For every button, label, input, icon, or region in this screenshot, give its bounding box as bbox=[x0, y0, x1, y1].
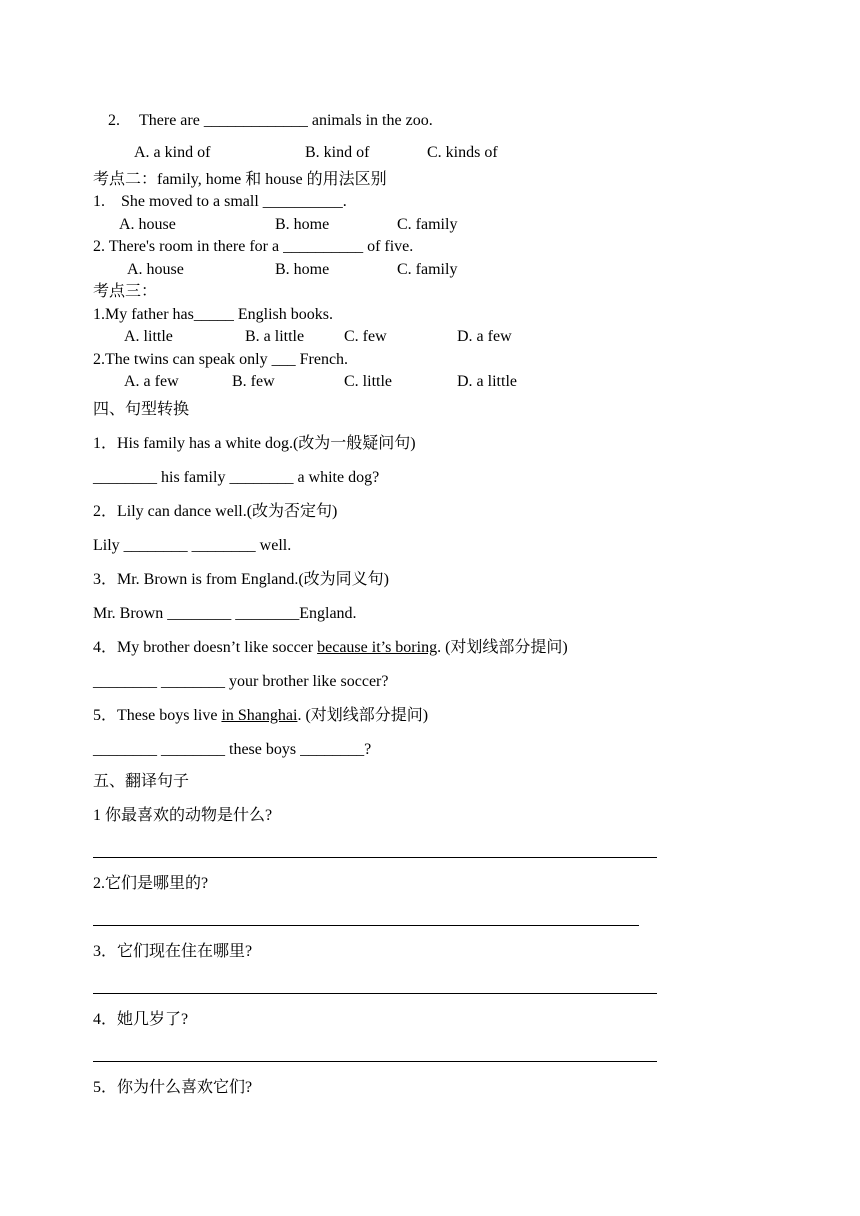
translation-prompt: 2.它们是哪里的? bbox=[93, 875, 209, 892]
question-text bbox=[93, 638, 568, 658]
underlined-phrase: in Shanghai bbox=[221, 707, 298, 724]
question-text: 1. She moved to a small __________. bbox=[93, 193, 347, 210]
question-number: 2. bbox=[108, 112, 120, 129]
option-c: C. family bbox=[397, 216, 458, 233]
option-b: B. home bbox=[275, 261, 330, 278]
translation-prompt: 3．它们现在住在哪里? bbox=[93, 943, 253, 960]
option-b: B. a little bbox=[245, 328, 305, 345]
section-heading: 五、翻译句子 bbox=[93, 773, 190, 790]
translation-prompt: 1 你最喜欢的动物是什么? bbox=[93, 807, 273, 824]
answer-rule bbox=[93, 1061, 657, 1062]
translation-prompt: 4．她几岁了? bbox=[93, 1011, 189, 1028]
question-text: There are _____________ animals in the zoo. bbox=[139, 112, 433, 129]
option-a: A. a kind of bbox=[134, 144, 211, 161]
answer-rule bbox=[93, 857, 657, 858]
section-heading: 考点三： bbox=[93, 283, 158, 300]
underlined-phrase: because it’s boring bbox=[317, 639, 438, 656]
question-text-post: . (对划线部分提问) bbox=[437, 639, 568, 656]
option-c: C. few bbox=[344, 328, 387, 345]
question-text: 1．His family has a white dog.(改为一般疑问句) bbox=[93, 435, 416, 452]
question-text: 1.My father has_____ English books. bbox=[93, 306, 333, 323]
option-c: C. kinds of bbox=[427, 144, 498, 161]
answer-line: ________ his family ________ a white dog? bbox=[93, 469, 380, 486]
option-a: A. a few bbox=[124, 373, 179, 390]
section-heading: 四、句型转换 bbox=[93, 401, 190, 418]
answer-line: Mr. Brown ________ ________England. bbox=[93, 605, 357, 622]
question-text: 2. There's room in there for a __________ of five. bbox=[93, 238, 414, 255]
question-text: 2．Lily can dance well.(改为否定句) bbox=[93, 503, 338, 520]
option-c: C. family bbox=[397, 261, 458, 278]
question-text bbox=[93, 706, 428, 726]
option-d: D. a few bbox=[457, 328, 512, 345]
answer-rule bbox=[93, 925, 639, 926]
answer-rule bbox=[93, 993, 657, 994]
option-b: B. kind of bbox=[305, 144, 370, 161]
option-a: A. little bbox=[124, 328, 173, 345]
section-heading: 考点二：family, home 和 house 的用法区别 bbox=[93, 171, 387, 188]
option-a: A. house bbox=[127, 261, 184, 278]
option-a: A. house bbox=[119, 216, 176, 233]
translation-prompt: 5．你为什么喜欢它们? bbox=[93, 1079, 253, 1096]
question-text-post: . (对划线部分提问) bbox=[297, 707, 429, 724]
option-d: D. a little bbox=[457, 373, 517, 390]
question-text: 3．Mr. Brown is from England.(改为同义句) bbox=[93, 571, 389, 588]
answer-line: ________ ________ these boys ________? bbox=[93, 741, 372, 758]
question-text-pre: 4．My brother doesn’t like soccer bbox=[93, 639, 318, 656]
question-text-pre: 5．These boys live bbox=[93, 707, 222, 724]
option-b: B. few bbox=[232, 373, 275, 390]
question-text: 2.The twins can speak only ___ French. bbox=[93, 351, 349, 368]
option-c: C. little bbox=[344, 373, 392, 390]
answer-line: Lily ________ ________ well. bbox=[93, 537, 292, 554]
option-b: B. home bbox=[275, 216, 330, 233]
answer-line: ________ ________ your brother like soccer? bbox=[93, 673, 389, 690]
